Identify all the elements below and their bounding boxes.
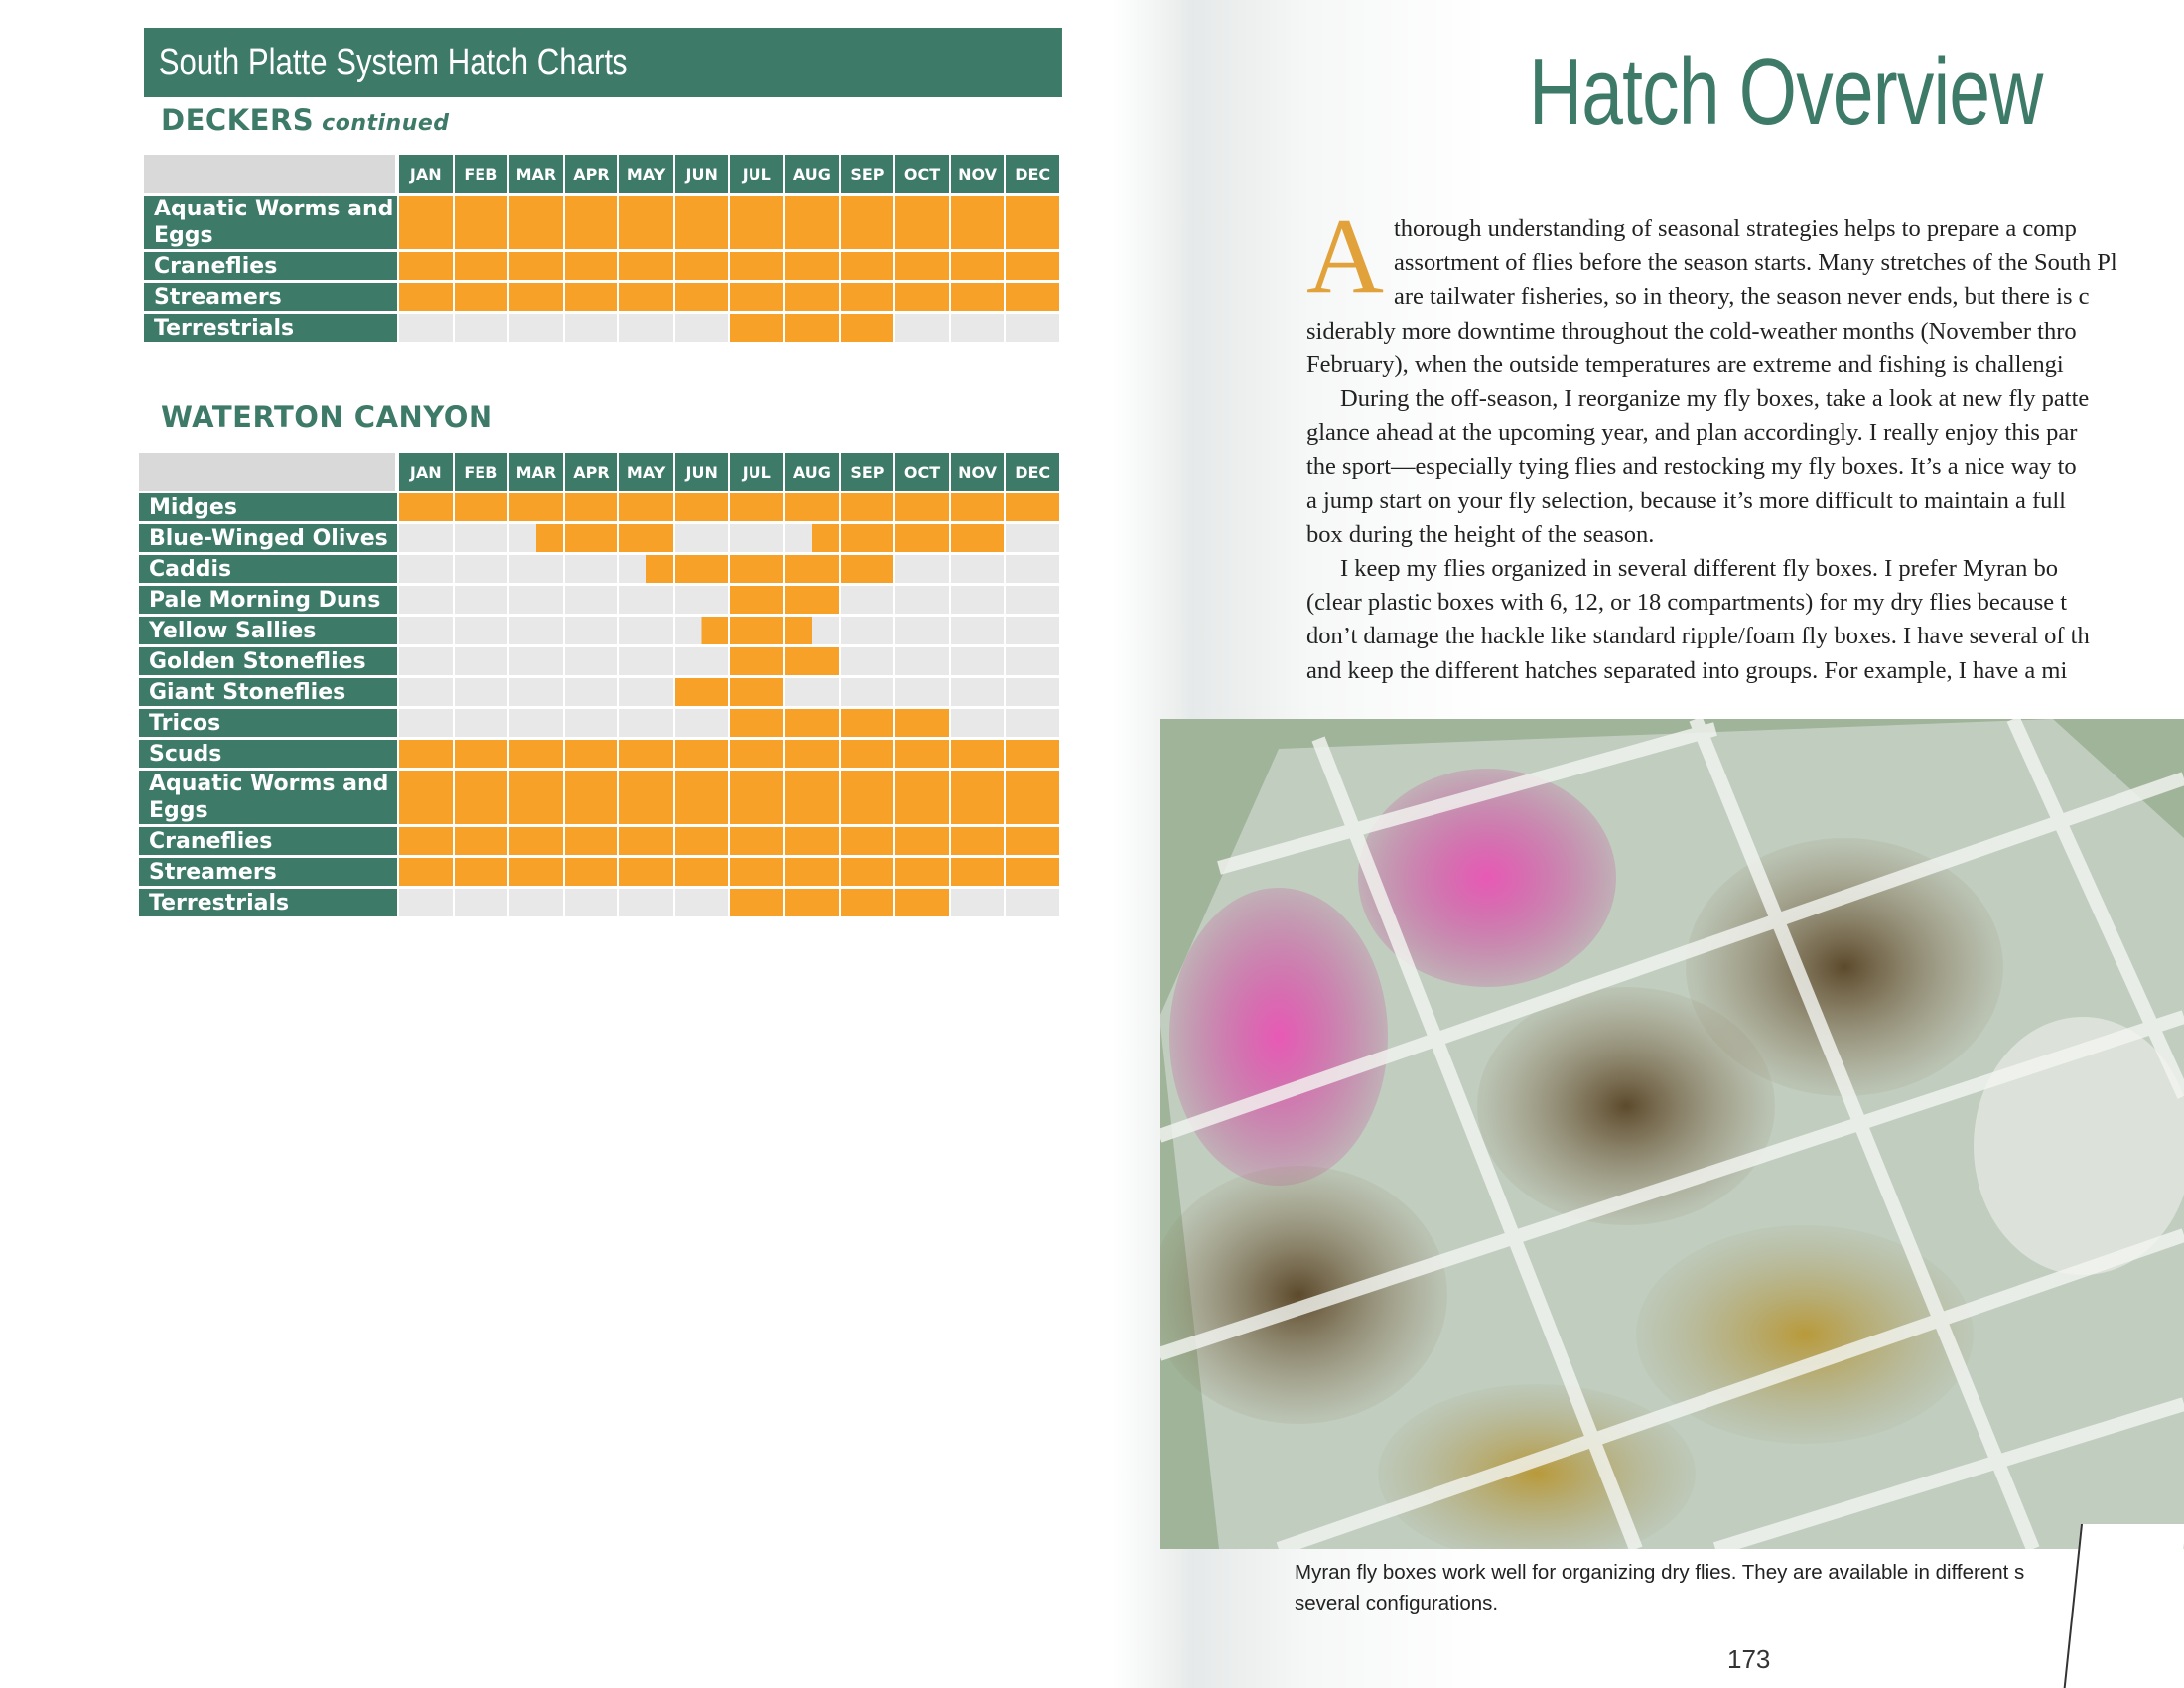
- hatch-cell: [728, 249, 783, 280]
- hatch-row: [139, 706, 1059, 737]
- hatch-cell: [453, 249, 508, 280]
- hatch-cell: [673, 675, 729, 706]
- hatch-cell: [949, 491, 1005, 521]
- hatch-cell: [839, 491, 894, 521]
- month-header: JUL: [728, 155, 783, 193]
- hatch-cell: [1004, 280, 1059, 311]
- hatch-row-label: Streamers: [144, 280, 397, 311]
- hatch-cell: [893, 552, 949, 583]
- hatch-cell: [1004, 768, 1059, 824]
- hatch-row: [139, 521, 1059, 552]
- hatch-cell: [397, 583, 453, 614]
- hatch-cell: [673, 886, 729, 916]
- hatch-row-label: Blue-Winged Olives: [139, 521, 397, 552]
- hatch-cell: [728, 886, 783, 916]
- hatch-cell: [949, 886, 1005, 916]
- hatch-cell: [893, 855, 949, 886]
- hatch-cell: [673, 583, 729, 614]
- hatch-cell: [783, 552, 839, 583]
- hatch-cell: [949, 644, 1005, 675]
- hatch-cell: [453, 583, 508, 614]
- hatch-cell: [949, 311, 1005, 342]
- hatch-cell: [893, 249, 949, 280]
- table-corner: [139, 453, 397, 491]
- month-header: SEP: [839, 155, 894, 193]
- hatch-cell: [728, 737, 783, 768]
- hatch-row-label: Yellow Sallies: [139, 614, 397, 644]
- hatch-cell: [728, 824, 783, 855]
- hatch-cell: [397, 768, 453, 824]
- table-corner: [144, 155, 397, 193]
- hatch-cell: [728, 706, 783, 737]
- hatch-cell: [397, 706, 453, 737]
- hatch-cell: [507, 886, 563, 916]
- hatch-cell: [617, 193, 673, 249]
- hatch-cell: [839, 644, 894, 675]
- hatch-row-label: Craneflies: [139, 824, 397, 855]
- hatch-row: [139, 737, 1059, 768]
- hatch-cell: [893, 737, 949, 768]
- hatch-cell: [783, 280, 839, 311]
- hatch-cell: [563, 491, 618, 521]
- caption-line: several configurations.: [1295, 1592, 1499, 1615]
- hatch-cell: [949, 706, 1005, 737]
- month-header: SEP: [839, 453, 894, 491]
- hatch-cell: [839, 552, 894, 583]
- month-header: JUL: [728, 453, 783, 491]
- hatch-cell: [1004, 886, 1059, 916]
- hatch-cell: [617, 768, 673, 824]
- hatch-cell: [397, 886, 453, 916]
- hatch-cell: [839, 614, 894, 644]
- hatch-cell: [563, 855, 618, 886]
- hatch-cell: [728, 280, 783, 311]
- body-line: glance ahead at the upcoming year, and plan accordingly. I really enjoy this par: [1306, 419, 2078, 447]
- hatch-cell: [893, 644, 949, 675]
- section-subtitle: continued: [322, 111, 450, 136]
- hatch-cell: [507, 855, 563, 886]
- hatch-cell: [453, 886, 508, 916]
- page-title: Hatch Overview: [1529, 39, 2043, 145]
- hatch-cell: [839, 249, 894, 280]
- hatch-cell: [617, 737, 673, 768]
- month-header: MAR: [507, 453, 563, 491]
- hatch-cell: [839, 824, 894, 855]
- hatch-cell: [563, 552, 618, 583]
- hatch-cell: [783, 855, 839, 886]
- hatch-cell: [453, 280, 508, 311]
- hatch-cell: [563, 706, 618, 737]
- hatch-cell: [453, 491, 508, 521]
- month-header: DEC: [1004, 155, 1059, 193]
- hatch-cell: [507, 644, 563, 675]
- month-header: MAR: [507, 155, 563, 193]
- hatch-cell: [949, 552, 1005, 583]
- hatch-row-label: Giant Stoneflies: [139, 675, 397, 706]
- hatch-cell: [673, 193, 729, 249]
- hatch-cell: [893, 193, 949, 249]
- hatch-row: [139, 491, 1059, 521]
- hatch-row-label: Golden Stoneflies: [139, 644, 397, 675]
- hatch-cell: [397, 644, 453, 675]
- body-line: don’t damage the hackle like standard ripple/foam fly boxes. I have several of th: [1306, 623, 2090, 650]
- month-header: OCT: [893, 453, 949, 491]
- hatch-cell: [839, 311, 894, 342]
- body-line: the sport—especially tying flies and restocking my fly boxes. It’s a nice way to: [1306, 453, 2077, 481]
- hatch-cell: [949, 280, 1005, 311]
- hatch-cell: [783, 491, 839, 521]
- hatch-cell: [949, 249, 1005, 280]
- hatch-cell: [783, 706, 839, 737]
- hatch-row: [139, 583, 1059, 614]
- month-header: FEB: [453, 155, 508, 193]
- hatch-cell: [1004, 614, 1059, 644]
- hatch-cell: [507, 311, 563, 342]
- hatch-cell: [507, 614, 563, 644]
- hatch-cell: [839, 583, 894, 614]
- hatch-cell: [839, 855, 894, 886]
- hatch-row: [139, 886, 1059, 916]
- hatch-cell: [563, 614, 618, 644]
- hatch-cell: [563, 311, 618, 342]
- hatch-cell: [839, 706, 894, 737]
- hatch-cell: [1004, 311, 1059, 342]
- hatch-row: [139, 614, 1059, 644]
- dropcap: A: [1306, 212, 1384, 316]
- hatch-cell: [728, 855, 783, 886]
- hatch-cell: [673, 855, 729, 886]
- section-title-waterton: [161, 400, 493, 434]
- hatch-cell: [453, 644, 508, 675]
- hatch-cell: [397, 614, 453, 644]
- hatch-cell: [673, 614, 729, 644]
- hatch-cell: [728, 675, 783, 706]
- hatch-cell: [949, 614, 1005, 644]
- hatch-cell: [397, 552, 453, 583]
- hatch-cell: [673, 491, 729, 521]
- hatch-cell: [397, 193, 453, 249]
- hatch-cell: [453, 675, 508, 706]
- hatch-cell: [453, 614, 508, 644]
- hatch-cell: [397, 249, 453, 280]
- hatch-cell: [949, 855, 1005, 886]
- body-line: and keep the different hatches separated into groups. For example, I have a mi: [1306, 656, 2068, 684]
- fly-box-photo: [1160, 719, 2184, 1549]
- section-title-deckers: [161, 103, 450, 137]
- hatch-cell: [617, 824, 673, 855]
- hatch-cell: [1004, 193, 1059, 249]
- hatch-cell: [673, 552, 729, 583]
- hatch-cell: [783, 614, 839, 644]
- hatch-cell: [728, 583, 783, 614]
- hatch-cell: [563, 583, 618, 614]
- month-header: APR: [563, 155, 618, 193]
- hatch-cell: [507, 824, 563, 855]
- hatch-row: [144, 280, 1059, 311]
- hatch-cell: [893, 614, 949, 644]
- hatch-cell: [397, 737, 453, 768]
- hatch-cell: [453, 552, 508, 583]
- hatch-cell: [1004, 706, 1059, 737]
- hatch-cell: [507, 521, 563, 552]
- hatch-cell: [453, 193, 508, 249]
- hatch-cell: [1004, 824, 1059, 855]
- hatch-cell: [617, 311, 673, 342]
- hatch-row-label: Midges: [139, 491, 397, 521]
- hatch-cell: [783, 583, 839, 614]
- hatch-cell: [617, 583, 673, 614]
- hatch-cell: [673, 706, 729, 737]
- hatch-row: [139, 855, 1059, 886]
- hatch-cell: [453, 855, 508, 886]
- month-header: APR: [563, 453, 618, 491]
- hatch-cell: [893, 521, 949, 552]
- hatch-cell: [728, 193, 783, 249]
- month-header: MAY: [617, 155, 673, 193]
- hatch-row-label: Aquatic Worms and Eggs: [144, 193, 397, 249]
- hatch-cell: [563, 886, 618, 916]
- hatch-row-label: Tricos: [139, 706, 397, 737]
- hatch-cell: [507, 193, 563, 249]
- hatch-cell: [507, 491, 563, 521]
- hatch-cell: [783, 886, 839, 916]
- hatch-cell: [728, 491, 783, 521]
- hatch-row: [144, 193, 1059, 249]
- body-line: (clear plastic boxes with 6, 12, or 18 compartments) for my dry flies because t: [1306, 589, 2068, 617]
- hatch-cell: [1004, 644, 1059, 675]
- hatch-cell: [507, 249, 563, 280]
- hatch-cell: [783, 675, 839, 706]
- hatch-cell: [617, 886, 673, 916]
- body-line: assortment of flies before the season starts. Many stretches of the South Pl: [1394, 249, 2117, 277]
- hatch-cell: [563, 249, 618, 280]
- hatch-cell: [617, 552, 673, 583]
- hatch-table-deckers: [144, 155, 1059, 342]
- hatch-cell: [893, 280, 949, 311]
- hatch-cell: [949, 193, 1005, 249]
- hatch-row-label: Terrestrials: [139, 886, 397, 916]
- hatch-cell: [949, 583, 1005, 614]
- hatch-cell: [783, 768, 839, 824]
- hatch-cell: [728, 311, 783, 342]
- month-header: DEC: [1004, 453, 1059, 491]
- hatch-cell: [839, 675, 894, 706]
- hatch-cell: [453, 737, 508, 768]
- hatch-row-label: Aquatic Worms and Eggs: [139, 768, 397, 824]
- hatch-cell: [728, 614, 783, 644]
- hatch-cell: [507, 675, 563, 706]
- hatch-cell: [617, 249, 673, 280]
- hatch-cell: [507, 706, 563, 737]
- chart-header-title: South Platte System Hatch Charts: [158, 42, 628, 83]
- hatch-cell: [839, 280, 894, 311]
- hatch-cell: [949, 768, 1005, 824]
- hatch-cell: [617, 706, 673, 737]
- hatch-cell: [893, 583, 949, 614]
- hatch-cell: [1004, 491, 1059, 521]
- hatch-cell: [783, 311, 839, 342]
- month-header: NOV: [949, 453, 1005, 491]
- hatch-cell: [1004, 675, 1059, 706]
- hatch-cell: [893, 886, 949, 916]
- hatch-cell: [728, 644, 783, 675]
- hatch-row: [139, 675, 1059, 706]
- hatch-row: [139, 824, 1059, 855]
- month-header: FEB: [453, 453, 508, 491]
- hatch-cell: [839, 737, 894, 768]
- hatch-row-label: Pale Morning Duns: [139, 583, 397, 614]
- hatch-cell: [563, 768, 618, 824]
- hatch-cell: [1004, 249, 1059, 280]
- hatch-cell: [617, 614, 673, 644]
- hatch-cell: [783, 193, 839, 249]
- hatch-row: [139, 552, 1059, 583]
- hatch-cell: [397, 311, 453, 342]
- hatch-row: [139, 644, 1059, 675]
- page-number: 173: [1727, 1644, 1771, 1674]
- hatch-row: [139, 768, 1059, 824]
- body-line: siderably more downtime throughout the cold-weather months (November thro: [1306, 317, 2077, 345]
- scan-page-edge: [2064, 1524, 2184, 1688]
- month-header: JUN: [673, 453, 729, 491]
- hatch-cell: [563, 193, 618, 249]
- hatch-cell: [673, 521, 729, 552]
- hatch-cell: [1004, 552, 1059, 583]
- hatch-table-waterton: [139, 453, 1059, 916]
- month-header: JAN: [397, 453, 453, 491]
- hatch-cell: [1004, 521, 1059, 552]
- body-line: thorough understanding of seasonal strategies helps to prepare a comp: [1394, 215, 2077, 242]
- hatch-cell: [563, 644, 618, 675]
- hatch-cell: [673, 768, 729, 824]
- hatch-cell: [783, 824, 839, 855]
- hatch-cell: [563, 824, 618, 855]
- photo-caption: [1295, 1557, 2109, 1618]
- hatch-cell: [949, 675, 1005, 706]
- hatch-cell: [1004, 583, 1059, 614]
- hatch-row-label: Scuds: [139, 737, 397, 768]
- hatch-cell: [893, 768, 949, 824]
- hatch-cell: [783, 249, 839, 280]
- hatch-cell: [728, 768, 783, 824]
- body-lines: [1306, 212, 2184, 688]
- hatch-cell: [397, 675, 453, 706]
- hatch-cell: [673, 644, 729, 675]
- fly-box-illustration: [1160, 719, 2184, 1549]
- hatch-cell: [617, 491, 673, 521]
- hatch-cell: [949, 824, 1005, 855]
- body-line: box during the height of the season.: [1306, 520, 1655, 548]
- hatch-cell: [617, 855, 673, 886]
- hatch-cell: [453, 311, 508, 342]
- hatch-row: [144, 311, 1059, 342]
- hatch-row-label: Streamers: [139, 855, 397, 886]
- hatch-cell: [783, 737, 839, 768]
- hatch-cell: [617, 675, 673, 706]
- hatch-cell: [839, 193, 894, 249]
- month-header: AUG: [783, 155, 839, 193]
- body-line: During the off-season, I reorganize my fly boxes, take a look at new fly patte: [1340, 385, 2090, 413]
- hatch-cell: [949, 521, 1005, 552]
- hatch-cell: [673, 249, 729, 280]
- body-line: are tailwater fisheries, so in theory, the season never ends, but there is c: [1394, 283, 2090, 311]
- hatch-cell: [617, 280, 673, 311]
- hatch-cell: [563, 280, 618, 311]
- hatch-row: [144, 249, 1059, 280]
- month-header: MAY: [617, 453, 673, 491]
- hatch-row-label: Craneflies: [144, 249, 397, 280]
- hatch-cell: [1004, 737, 1059, 768]
- body-line: I keep my flies organized in several different fly boxes. I prefer Myran bo: [1340, 555, 2058, 583]
- hatch-cell: [507, 768, 563, 824]
- hatch-cell: [453, 706, 508, 737]
- hatch-cell: [839, 521, 894, 552]
- hatch-cell: [563, 737, 618, 768]
- hatch-cell: [617, 644, 673, 675]
- hatch-cell: [673, 737, 729, 768]
- hatch-cell: [839, 768, 894, 824]
- hatch-row-label: Caddis: [139, 552, 397, 583]
- month-header: JAN: [397, 155, 453, 193]
- chart-header-bar: [144, 28, 1062, 97]
- hatch-cell: [673, 280, 729, 311]
- hatch-cell: [563, 675, 618, 706]
- hatch-cell: [728, 552, 783, 583]
- hatch-cell: [783, 644, 839, 675]
- section-title-text: DECKERS: [161, 103, 315, 137]
- hatch-cell: [453, 824, 508, 855]
- hatch-cell: [728, 521, 783, 552]
- body-line: a jump start on your fly selection, because it’s more difficult to maintain a full: [1306, 487, 2066, 514]
- hatch-cell: [397, 824, 453, 855]
- hatch-cell: [673, 311, 729, 342]
- month-header: JUN: [673, 155, 729, 193]
- hatch-cell: [507, 583, 563, 614]
- hatch-cell: [783, 521, 839, 552]
- month-header: AUG: [783, 453, 839, 491]
- hatch-cell: [397, 521, 453, 552]
- body-line: February), when the outside temperatures are extreme and fishing is challengi: [1306, 351, 2064, 378]
- hatch-cell: [893, 824, 949, 855]
- hatch-cell: [893, 675, 949, 706]
- hatch-cell: [507, 737, 563, 768]
- hatch-cell: [507, 280, 563, 311]
- hatch-cell: [563, 521, 618, 552]
- hatch-cell: [839, 886, 894, 916]
- hatch-cell: [617, 521, 673, 552]
- hatch-cell: [397, 280, 453, 311]
- hatch-row-label: Terrestrials: [144, 311, 397, 342]
- body-text: [1306, 212, 2184, 711]
- hatch-cell: [893, 491, 949, 521]
- section-title-text: WATERTON CANYON: [161, 400, 493, 434]
- hatch-cell: [397, 855, 453, 886]
- month-header: OCT: [893, 155, 949, 193]
- hatch-cell: [893, 706, 949, 737]
- hatch-cell: [893, 311, 949, 342]
- hatch-cell: [507, 552, 563, 583]
- month-header: NOV: [949, 155, 1005, 193]
- hatch-cell: [453, 521, 508, 552]
- hatch-cell: [673, 824, 729, 855]
- hatch-cell: [397, 491, 453, 521]
- hatch-cell: [1004, 855, 1059, 886]
- caption-line: Myran fly boxes work well for organizing dry flies. They are available in different s: [1295, 1561, 2025, 1584]
- hatch-cell: [949, 737, 1005, 768]
- hatch-cell: [453, 768, 508, 824]
